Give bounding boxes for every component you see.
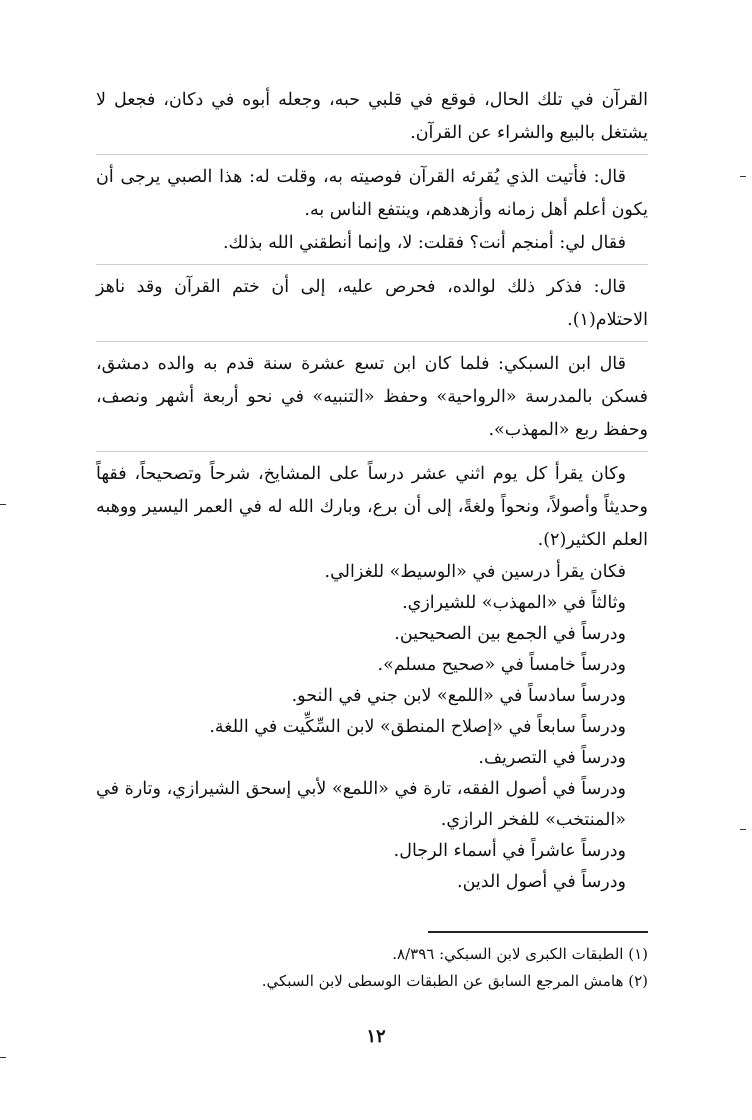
lesson-item: ودرساً سادساً في «اللمع» لابن جني في النحو. [291,686,626,706]
margin-tick [740,176,746,177]
main-text [96,84,648,898]
paragraph: قال ابن السبكي: فلما كان ابن تسع عشرة سنة قدم به والده دمشق، فسكن بالمدرسة «الرواحية» وحفظ «التنبيه» في نحو أربعة أشهر ونصف، وحفظ ربع «المهذب». [96,354,648,440]
lesson-item: ودرساً في أصول الدين. [457,872,626,892]
footnote-rule [428,931,648,933]
paragraph: قال: فأتيت الذي يُقرئه القرآن فوصيته به، وقلت له: هذا الصبي يرجى أن يكون أعلم أهل زمانه وأزهدهم، وينتفع الناس به. [96,167,648,220]
footnotes [96,941,648,995]
margin-tick [0,1057,6,1058]
paragraph: القرآن في تلك الحال، فوقع في قلبي حبه، وجعله أبوه في دكان، فجعل لا يشتغل بالبيع والشراء عن القرآن. [96,90,648,143]
page-number: ١٢ [366,1026,386,1047]
lesson-item: ودرساً عاشراً في أسماء الرجال. [393,841,626,861]
lesson-item: ودرساً خامساً في «صحيح مسلم». [377,655,626,675]
lesson-item: ودرساً سابعاً في «إصلاح المنطق» لابن السِّكِّيت في اللغة. [209,717,626,737]
lesson-item: وثالثاً في «المهذب» للشيرازي. [402,593,626,613]
paragraph: قال: فذكر ذلك لوالده، فحرص عليه، إلى أن ختم القرآن وقد ناهز الاحتلام(١). [96,277,648,330]
footnote: (١) الطبقات الكبرى لابن السبكي: ٨/٣٩٦. [392,945,648,963]
lessons-list [96,557,648,898]
paragraph-divider [96,154,648,155]
paragraph-divider [96,451,648,452]
paragraph: وكان يقرأ كل يوم اثني عشر درساً على المشايخ، شرحاً وتصحيحاً، فقهاً وحديثاً وأصولاً، ونحواً ولغةً، إلى أن برع، وبارك الله له في العمر اليسير ووهبه العلم الكثير(٢). [96,464,648,550]
lesson-item: ودرساً في أصول الفقه، تارة في «اللمع» لأبي إسحق الشيرازي، وتارة في «المنتخب» للفخر الرازي. [96,779,626,830]
lesson-item: ودرساً في التصريف. [478,748,626,768]
margin-tick [740,829,746,830]
lesson-item: فكان يقرأ درسين في «الوسيط» للغزالي. [324,562,626,582]
paragraph: فقال لي: أمنجم أنت؟ فقلت: لا، وإنما أنطقني الله بذلك. [222,233,626,253]
paragraph-divider [96,341,648,342]
lesson-item: ودرساً في الجمع بين الصحيحين. [394,624,626,644]
paragraph-divider [96,264,648,265]
footnote: (٢) هامش المرجع السابق عن الطبقات الوسطى لابن السبكي. [261,972,648,990]
margin-tick [0,504,6,505]
